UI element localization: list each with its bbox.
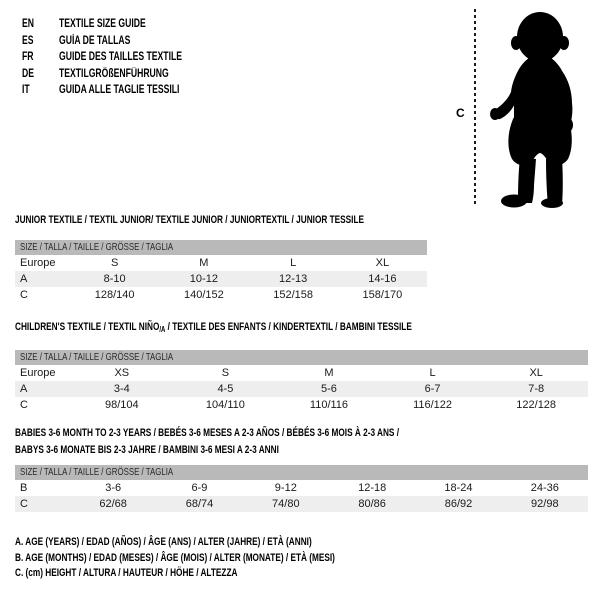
footnote-line xyxy=(15,551,442,567)
table-cell: S xyxy=(110,257,119,269)
section-title-line xyxy=(15,320,588,337)
table-cell: S xyxy=(221,367,230,379)
table-cell: 62/68 xyxy=(99,498,127,510)
size-table-header xyxy=(15,350,588,365)
section-title-text: BABIES 3-6 MONTH TO 2-3 YEARS / BEBÉS 3-6 MESES A 2-3 AÑOS / BÉBÉS 3-6 MOIS À 2-3 ANS / xyxy=(15,427,400,439)
footnotes xyxy=(15,535,442,582)
language-code-text: ES xyxy=(22,34,34,47)
table-cell: 140/152 xyxy=(183,289,224,301)
language-code-text: EN xyxy=(22,18,34,30)
language-label: GUIDA ALLE TAGLIE TESSILI xyxy=(59,84,180,97)
table-cell: 6-7 xyxy=(424,383,441,395)
footnote-text: A. AGE (YEARS) / EDAD (AÑOS) / ÂGE (ANS) / ALTER (JAHRE) / ETÀ (ANNI) xyxy=(15,536,312,548)
language-code xyxy=(22,33,59,50)
junior-section xyxy=(15,213,480,303)
table-cell: L xyxy=(429,367,436,379)
language-code-text: FR xyxy=(22,51,34,64)
table-cell: 10-12 xyxy=(189,273,218,285)
language-list xyxy=(22,16,223,99)
language-code xyxy=(22,82,59,99)
table-cell: XL xyxy=(375,257,390,269)
language-row xyxy=(22,49,223,66)
table-cell: 74/80 xyxy=(272,498,300,510)
size-table-header-text: SIZE / TALLA / TAILLE / GRÖSSE / TAGLIA xyxy=(20,241,174,253)
table-cell: XL xyxy=(529,367,543,379)
language-code xyxy=(22,49,59,66)
table-cell: 110/116 xyxy=(309,399,349,411)
height-dashed-line-icon xyxy=(474,9,476,207)
table-cell: 18-24 xyxy=(444,482,473,494)
table-row xyxy=(15,397,588,413)
baby-silhouette-icon xyxy=(484,7,596,209)
section-title-text: JUNIOR TEXTILE / TEXTIL JUNIOR/ TEXTILE JUNIOR / JUNIORTEXTIL / JUNIOR TESSILE xyxy=(15,214,364,226)
table-row xyxy=(15,381,588,397)
table-cell: 152/158 xyxy=(273,289,313,301)
table-cell: 9-12 xyxy=(274,482,297,494)
table-cell: L xyxy=(290,257,297,269)
babies-section xyxy=(15,425,588,512)
table-cell: 14-16 xyxy=(368,273,397,285)
language-label: GUIDE DES TAILLES TEXTILE xyxy=(59,51,182,64)
language-code xyxy=(22,66,59,83)
table-cell: 12-18 xyxy=(358,482,387,494)
junior-size-table xyxy=(15,240,427,303)
table-row xyxy=(15,496,588,512)
row-label: C xyxy=(20,498,28,510)
language-row xyxy=(22,33,223,50)
table-row xyxy=(15,271,427,287)
language-code-text: IT xyxy=(22,84,30,97)
table-cell: 80/86 xyxy=(358,498,386,510)
language-label: TEXTILE SIZE GUIDE xyxy=(59,18,146,30)
baby-figure xyxy=(450,0,600,215)
language-label: GUÍA DE TALLAS xyxy=(59,34,131,47)
babies-section-title xyxy=(15,425,588,459)
table-cell: M xyxy=(199,257,209,269)
table-cell: 8-10 xyxy=(103,273,126,285)
section-title-line xyxy=(15,213,480,227)
section-title-line xyxy=(15,442,588,459)
table-cell: 6-9 xyxy=(191,482,208,494)
row-label: A xyxy=(20,273,28,285)
table-row xyxy=(15,287,427,303)
table-cell: XS xyxy=(114,367,130,379)
table-row xyxy=(15,480,588,496)
children-section xyxy=(15,320,588,413)
language-label: TEXTILGRÖßENFÜHRUNG xyxy=(59,67,169,80)
row-label: Europe xyxy=(20,367,56,379)
language-row xyxy=(22,66,223,83)
table-cell: 104/110 xyxy=(205,399,245,411)
footnote-text: B. AGE (MONTHS) / EDAD (MESES) / ÂGE (MOIS) / ALTER (MONATE) / ETÀ (MESI) xyxy=(15,551,335,564)
table-cell: 86/92 xyxy=(444,498,473,510)
size-table-header-text: SIZE / TALLA / TAILLE / GRÖSSE / TAGLIA xyxy=(20,466,174,478)
table-cell: 3-6 xyxy=(105,482,122,494)
table-cell: 3-4 xyxy=(113,383,130,395)
row-label: B xyxy=(20,482,28,494)
table-cell: 92/98 xyxy=(531,498,559,510)
table-cell: 122/128 xyxy=(516,399,557,411)
table-cell: 98/104 xyxy=(104,399,139,411)
section-title-text: CHILDREN'S TEXTILE / TEXTIL $NIÑO_{/A}$ / TEXTILE DES ENFANTS / KINDERTEXTIL / BAMBINI TESSILE xyxy=(15,321,412,334)
table-cell: 116/122 xyxy=(413,399,453,411)
row-label: C xyxy=(20,399,28,411)
table-cell: M xyxy=(324,367,334,379)
language-code xyxy=(22,16,59,33)
row-label: Europe xyxy=(20,257,56,269)
table-cell: 158/170 xyxy=(362,289,403,301)
table-cell: 5-6 xyxy=(321,383,337,395)
height-marker-label: C xyxy=(456,106,465,120)
table-cell: 12-13 xyxy=(279,273,308,285)
footnote-line xyxy=(15,535,442,551)
table-cell: 7-8 xyxy=(528,383,545,395)
table-cell: 24-36 xyxy=(530,482,559,494)
table-cell: 4-5 xyxy=(217,383,234,395)
size-table-header xyxy=(15,240,427,255)
row-label: A xyxy=(20,383,28,395)
size-table-header xyxy=(15,465,588,480)
footnote-text: C. (cm) HEIGHT / ALTURA / HAUTEUR / HÖHE / ALTEZZA xyxy=(15,567,238,580)
language-row xyxy=(22,82,223,99)
table-cell: 68/74 xyxy=(185,498,214,510)
table-row xyxy=(15,365,588,381)
section-title-line xyxy=(15,425,588,442)
children-section-title xyxy=(15,320,588,337)
size-table-header-text: SIZE / TALLA / TAILLE / GRÖSSE / TAGLIA xyxy=(20,351,174,363)
language-row xyxy=(22,16,223,33)
children-size-table xyxy=(15,350,588,413)
section-title-text: BABYS 3-6 MONATE BIS 2-3 JAHRE / BAMBINI 3-6 MESI A 2-3 ANNI xyxy=(15,444,279,456)
junior-section-title xyxy=(15,213,480,227)
table-cell: 128/140 xyxy=(94,289,135,301)
table-row xyxy=(15,255,427,271)
babies-size-table xyxy=(15,465,588,512)
footnote-line xyxy=(15,566,442,582)
language-code-text: DE xyxy=(22,67,34,80)
row-label: C xyxy=(20,289,28,301)
